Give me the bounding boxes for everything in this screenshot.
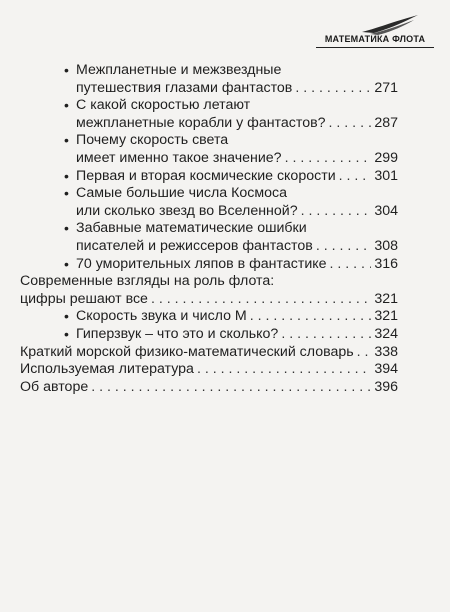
dot-leader <box>91 379 371 397</box>
toc-entry <box>20 361 398 379</box>
dot-leader <box>357 344 371 362</box>
toc-entry <box>20 344 398 362</box>
bullet-icon: • <box>64 62 69 78</box>
toc-entry-title-line: межпланетные корабли у фантастов? <box>76 114 326 131</box>
toc-entry <box>20 308 398 326</box>
toc-entry <box>20 62 398 97</box>
bullet-icon: • <box>64 185 69 202</box>
dot-leader <box>151 291 371 309</box>
bullet-icon: • <box>64 325 69 342</box>
bullet-icon: • <box>64 97 69 114</box>
page-number: 304 <box>374 202 398 219</box>
toc-entry <box>20 256 398 274</box>
toc-entry-title-line: путешествия глазами фантастов <box>76 79 293 96</box>
series-logo <box>316 14 434 48</box>
bullet-icon: • <box>64 308 69 325</box>
bullet-icon: • <box>64 255 69 272</box>
bullet-icon: • <box>64 167 69 184</box>
page-number: 271 <box>374 79 398 96</box>
page-number: 287 <box>374 114 398 131</box>
page-number: 316 <box>374 255 398 272</box>
toc-entry <box>20 273 398 308</box>
dot-leader <box>285 150 371 168</box>
toc-entry-title-line: имеет именно такое значение? <box>76 149 282 166</box>
toc-entry-title-line: Используемая литература <box>20 361 194 378</box>
logo-text: МАТЕМАТИКА ФЛОТА <box>324 34 426 44</box>
bullet-icon: • <box>64 132 69 149</box>
page-number: 299 <box>374 149 398 166</box>
dot-leader <box>250 308 371 326</box>
toc-entry-title-line: Самые большие числа Космоса <box>76 185 287 202</box>
toc-entry-title-line: Гиперзвук – что это и сколько? <box>76 325 279 342</box>
toc-entry-title-line: или сколько звезд во Вселенной? <box>76 202 298 219</box>
dot-leader <box>197 361 371 379</box>
toc-entry-title-line: Межпланетные и межзвездные <box>76 62 282 78</box>
page-number: 394 <box>374 361 398 378</box>
toc-entry-title-line: Краткий морской физико-математический словарь <box>20 343 354 360</box>
toc-entry-title-line: С какой скоростью летают <box>76 97 251 114</box>
toc-entry-title-line: 70 уморительных ляпов в фантастике <box>76 255 327 272</box>
toc-entry <box>20 220 398 255</box>
toc-entry-title-line: Забавные математические ошибки <box>76 220 307 237</box>
table-of-contents <box>20 62 398 396</box>
bullet-icon: • <box>64 220 69 237</box>
page-number: 338 <box>374 343 398 360</box>
toc-entry <box>20 168 398 186</box>
header-rule <box>316 47 434 48</box>
page-number: 301 <box>374 167 398 184</box>
dot-leader <box>330 256 371 274</box>
toc-entry-title-line: Современные взгляды на роль флота: <box>20 273 275 290</box>
toc-entry-title-line: Об авторе <box>20 378 89 395</box>
toc-entry-title-line: Скорость звука и число М <box>76 308 247 325</box>
dot-leader <box>339 168 371 186</box>
toc-entry-title-line: Почему скорость света <box>76 132 229 149</box>
page-number: 324 <box>374 325 398 342</box>
toc-entry <box>20 185 398 220</box>
page-number: 321 <box>374 308 398 325</box>
dot-leader <box>316 238 371 256</box>
toc-entry <box>20 132 398 167</box>
dot-leader <box>295 80 371 98</box>
dot-leader <box>281 326 371 344</box>
toc-entry-title-line: Первая и вторая космические скорости <box>76 167 336 184</box>
seagull-wave-icon <box>360 14 420 36</box>
dot-leader <box>329 115 371 133</box>
toc-entry <box>20 97 398 132</box>
page-number: 396 <box>374 378 398 395</box>
toc-entry <box>20 379 398 397</box>
toc-entry <box>20 326 398 344</box>
page-number: 321 <box>374 290 398 307</box>
dot-leader <box>301 203 371 221</box>
toc-entry-title-line: писателей и режиссеров фантастов <box>76 237 313 254</box>
toc-entry-title-line: цифры решают все <box>20 290 148 307</box>
page-number: 308 <box>374 237 398 254</box>
